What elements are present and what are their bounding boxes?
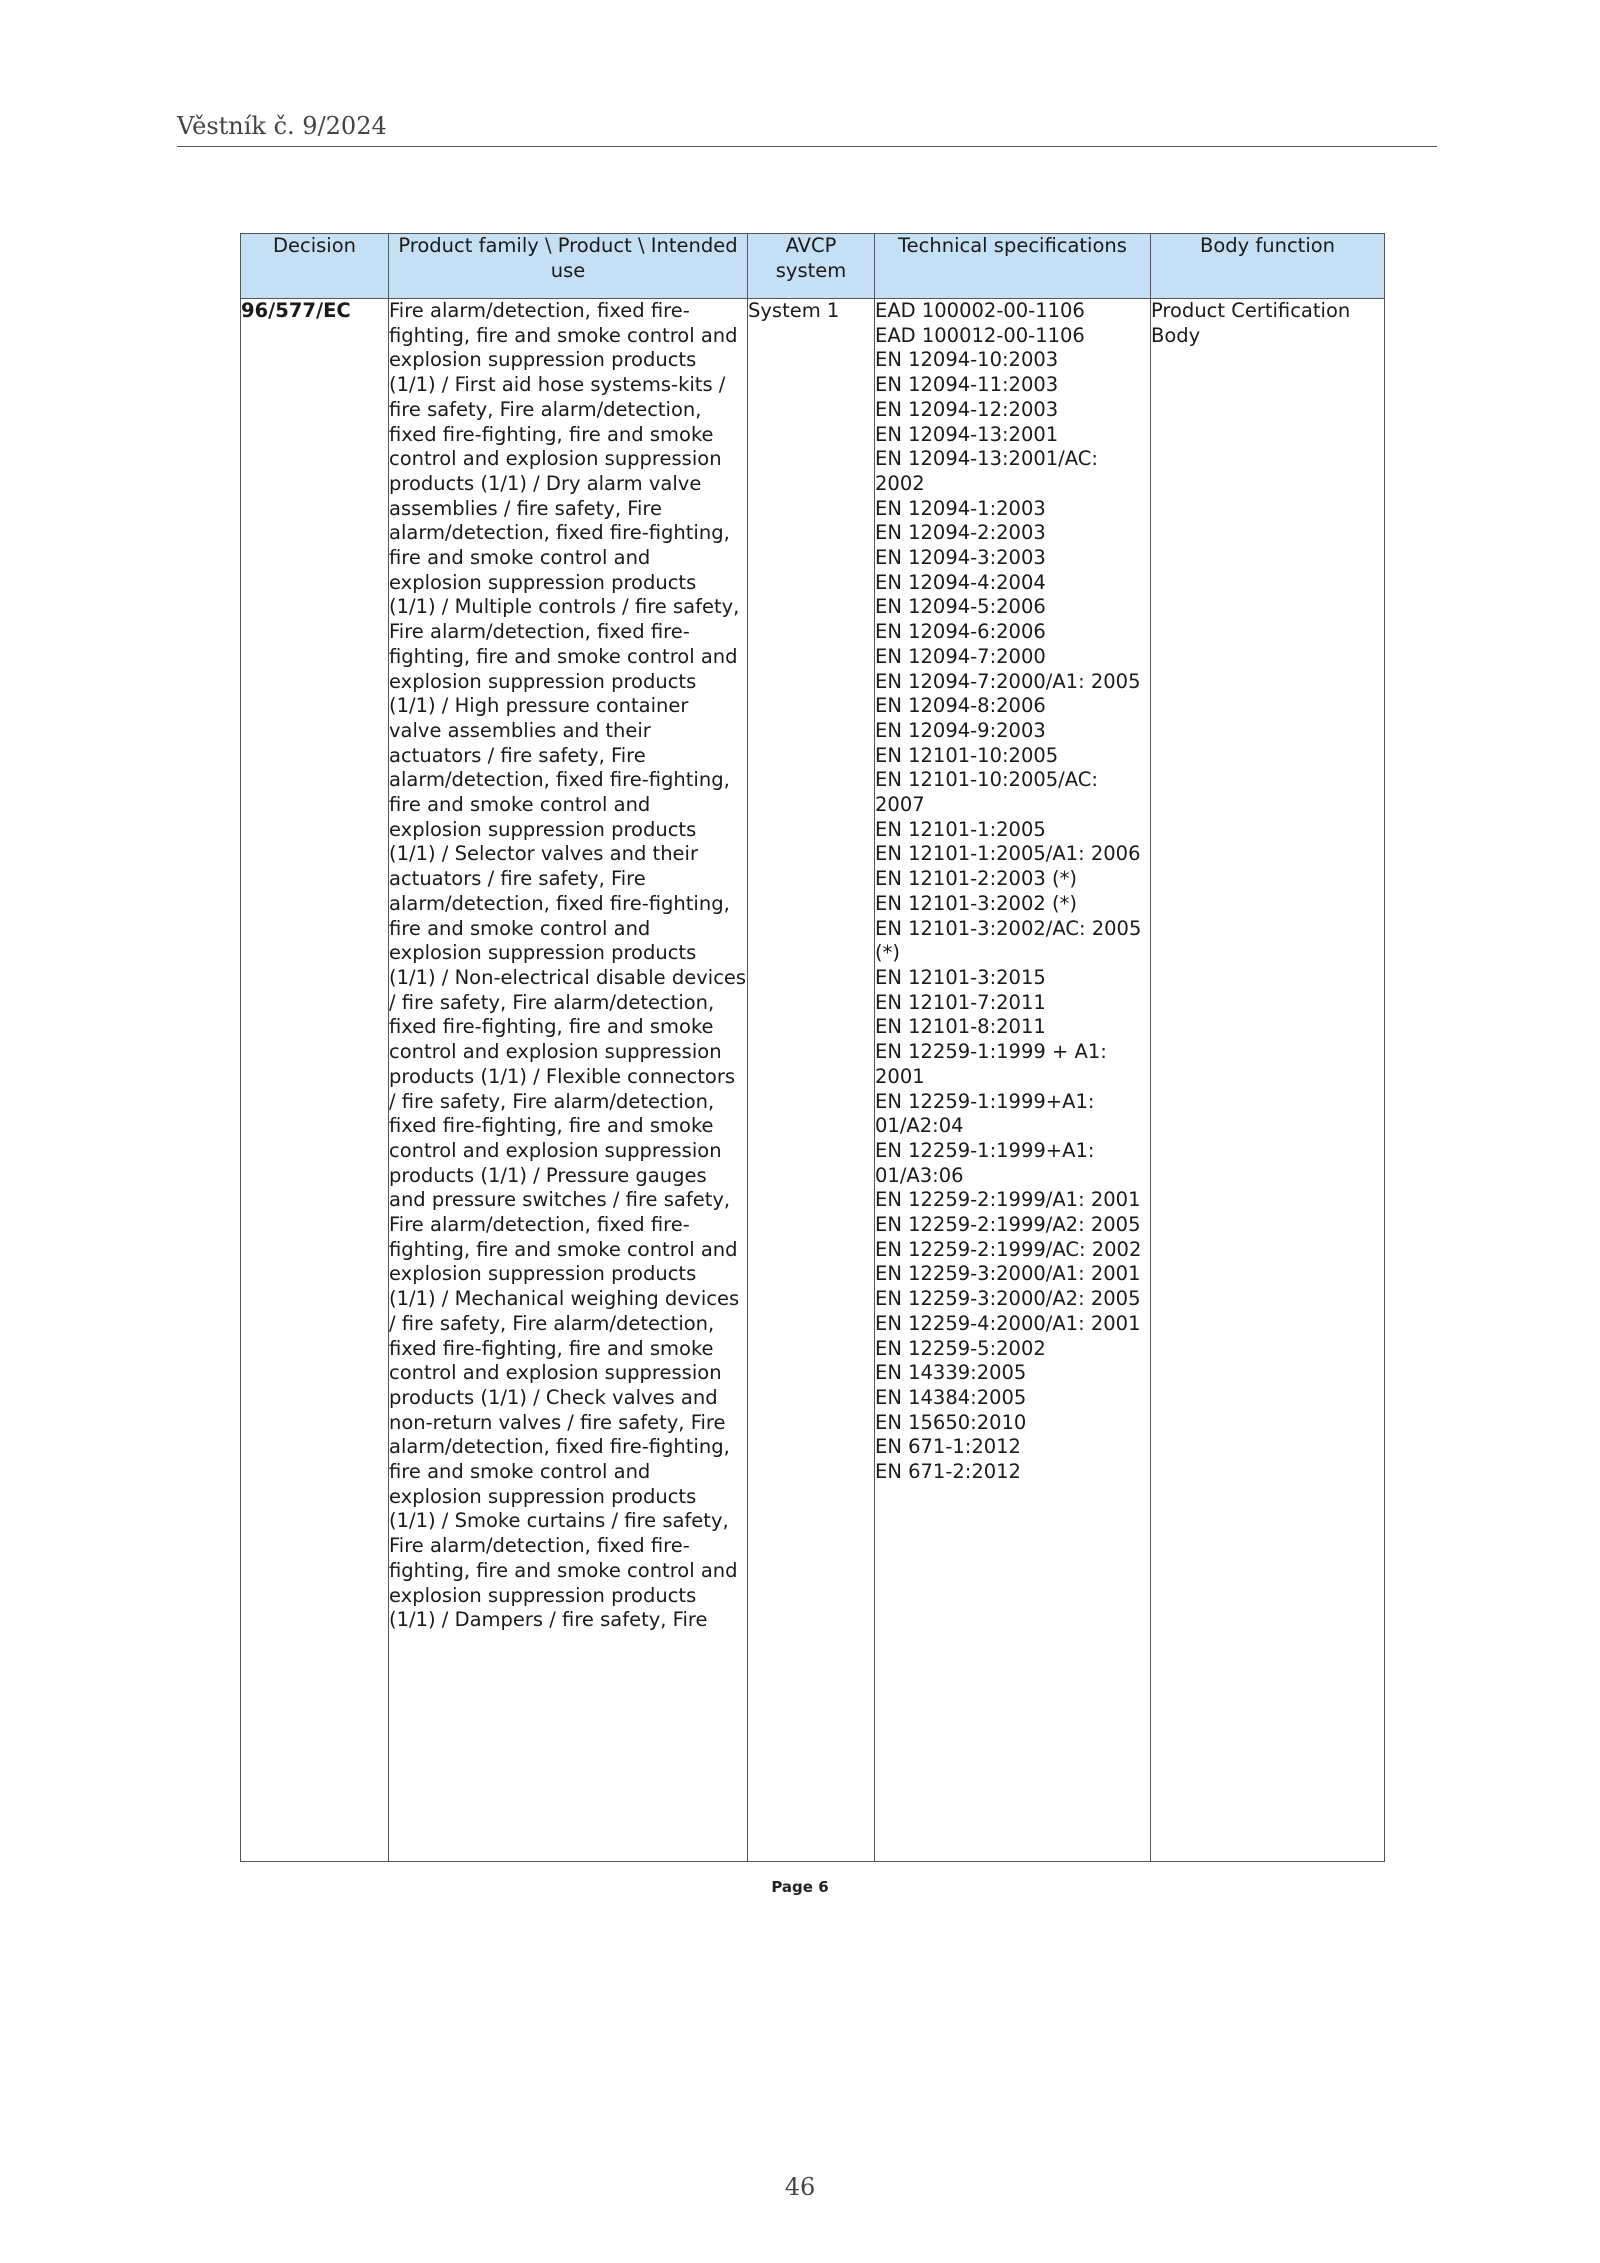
specification-item: EN 12101-7:2011	[875, 990, 1046, 1014]
specification-item: EN 12259-3:2000/A2: 2005	[875, 1287, 1141, 1311]
specification-item: EN 12094-1:2003	[875, 496, 1046, 520]
specification-item: EN 671-1:2012	[875, 1435, 1021, 1459]
specification-item: EN 12101-3:2002/AC: 2005 (*)	[875, 916, 1142, 965]
specification-item: EN 12094-13:2001/AC: 2002	[875, 447, 1098, 495]
specification-item: EN 12094-6:2006	[875, 620, 1046, 644]
product-table	[240, 233, 1385, 1862]
specification-item: EN 12094-4:2004	[875, 570, 1046, 594]
specification-item: EN 12101-2:2003 (*)	[875, 867, 1077, 891]
column-header-specifications: Technical specifications	[875, 234, 1151, 299]
column-header-product: Product family \ Product \ Intended use	[389, 234, 748, 299]
specification-item: EN 12094-10:2003	[875, 348, 1059, 372]
specification-item: EN 14384:2005	[875, 1385, 1027, 1409]
specification-item: EN 12094-11:2003	[875, 373, 1059, 397]
header-rule	[177, 146, 1437, 147]
specification-item: EN 12259-5:2002	[875, 1336, 1046, 1360]
specification-item: EN 12094-13:2001	[875, 422, 1059, 446]
specification-item: EN 12094-5:2006	[875, 595, 1046, 619]
specification-item: EN 12259-2:1999/AC: 2002	[875, 1237, 1142, 1261]
specification-item: EN 12259-4:2000/A1: 2001	[875, 1311, 1141, 1335]
specification-item: EN 12094-3:2003	[875, 546, 1046, 570]
specification-item: EN 12094-2:2003	[875, 521, 1046, 545]
column-header-decision: Decision	[241, 234, 389, 299]
column-header-body-function: Body function	[1151, 234, 1385, 299]
specification-item: EN 12101-3:2015	[875, 965, 1046, 989]
journal-header: Věstník č. 9/2024	[177, 112, 387, 140]
product-cell: Fire alarm/detection, fixed fire-fighting, fire and smoke control and explosion suppression products (1/1) / First aid hose systems-kits / fire safety, Fire alarm/detection, fixed fire-fighting, fire and smoke control and explosion suppression products (1/1) / Dry alarm valve assemblies / fire safety, Fire alarm/detection, fixed fire-fighting, fire and smoke control and explosion suppression products (1/1) / Multiple controls / fire safety, Fire alarm/detection, fixed fire-fighting, fire and smoke control and explosion suppression products (1/1) / High pressure container valve assemblies and their actuators / fire safety, Fire alarm/detection, fixed fire-fighting, fire and smoke control and explosion suppression products (1/1) / Selector valves and their actuators / fire safety, Fire alarm/detection, fixed fire-fighting, fire and smoke control and explosion suppression products (1/1) / Non-electrical disable devices / fire safety, Fire alarm/detection, fixed fire-fighting, fire and smoke control and explosion suppression products (1/1) / Flexible connectors / fire safety, Fire alarm/detection, fixed fire-fighting, fire and smoke control and explosion suppression products (1/1) / Pressure gauges and pressure switches / fire safety, Fire alarm/detection, fixed fire-fighting, fire and smoke control and explosion suppression products (1/1) / Mechanical weighing devices / fire safety, Fire alarm/detection, fixed fire-fighting, fire and smoke control and explosion suppression products (1/1) / Check valves and non-return valves / fire safety, Fire alarm/detection, fixed fire-fighting, fire and smoke control and explosion suppression products (1/1) / Smoke curtains / fire safety, Fire alarm/detection, fixed fire-fighting, fire and smoke control and explosion suppression products (1/1) / Dampers / fire safety, Fire	[389, 299, 748, 1862]
specification-item: EN 12259-2:1999/A2: 2005	[875, 1213, 1141, 1237]
page-number: 46	[784, 2173, 816, 2201]
page-label: Page 6	[771, 1878, 829, 1896]
specification-item: EN 671-2:2012	[875, 1460, 1021, 1484]
specification-item: EN 12094-7:2000	[875, 644, 1046, 668]
decision-cell: 96/577/EC	[241, 299, 389, 1862]
specification-item: EN 12101-10:2005	[875, 743, 1059, 767]
specification-item: EN 12094-9:2003	[875, 718, 1046, 742]
specification-item: EN 12259-1:1999 + A1: 2001	[875, 1040, 1107, 1088]
specification-item: EN 12101-3:2002 (*)	[875, 891, 1077, 915]
specification-item: EN 12101-10:2005/AC: 2007	[875, 768, 1098, 817]
specification-item: EN 12259-1:1999+A1: 01/A2:04	[875, 1089, 1095, 1138]
specification-item: EN 12259-3:2000/A1: 2001	[875, 1262, 1141, 1286]
specification-item: EN 12094-12:2003	[875, 397, 1059, 421]
column-header-avcp: AVCP system	[748, 234, 875, 299]
specifications-cell	[875, 299, 1151, 1862]
specification-item: EN 12094-8:2006	[875, 694, 1046, 718]
specification-item: EN 12101-1:2005	[875, 817, 1046, 841]
specification-item: EN 12259-2:1999/A1: 2001	[875, 1188, 1141, 1212]
table-header-row	[241, 234, 1385, 299]
table-row	[241, 299, 1385, 1862]
specification-item: EN 14339:2005	[875, 1361, 1027, 1385]
avcp-cell: System 1	[748, 299, 875, 1862]
specification-item: EN 12259-1:1999+A1: 01/A3:06	[875, 1138, 1095, 1187]
specification-item: EN 12101-1:2005/A1: 2006	[875, 842, 1141, 866]
specification-item: EAD 100012-00-1106	[875, 323, 1085, 347]
specification-item: EN 12094-7:2000/A1: 2005	[875, 669, 1141, 693]
specification-item: EAD 100002-00-1106	[875, 299, 1085, 322]
body-function-cell: Product Certification Body	[1151, 299, 1385, 1862]
specification-item: EN 15650:2010	[875, 1410, 1027, 1434]
specification-item: EN 12101-8:2011	[875, 1015, 1046, 1039]
